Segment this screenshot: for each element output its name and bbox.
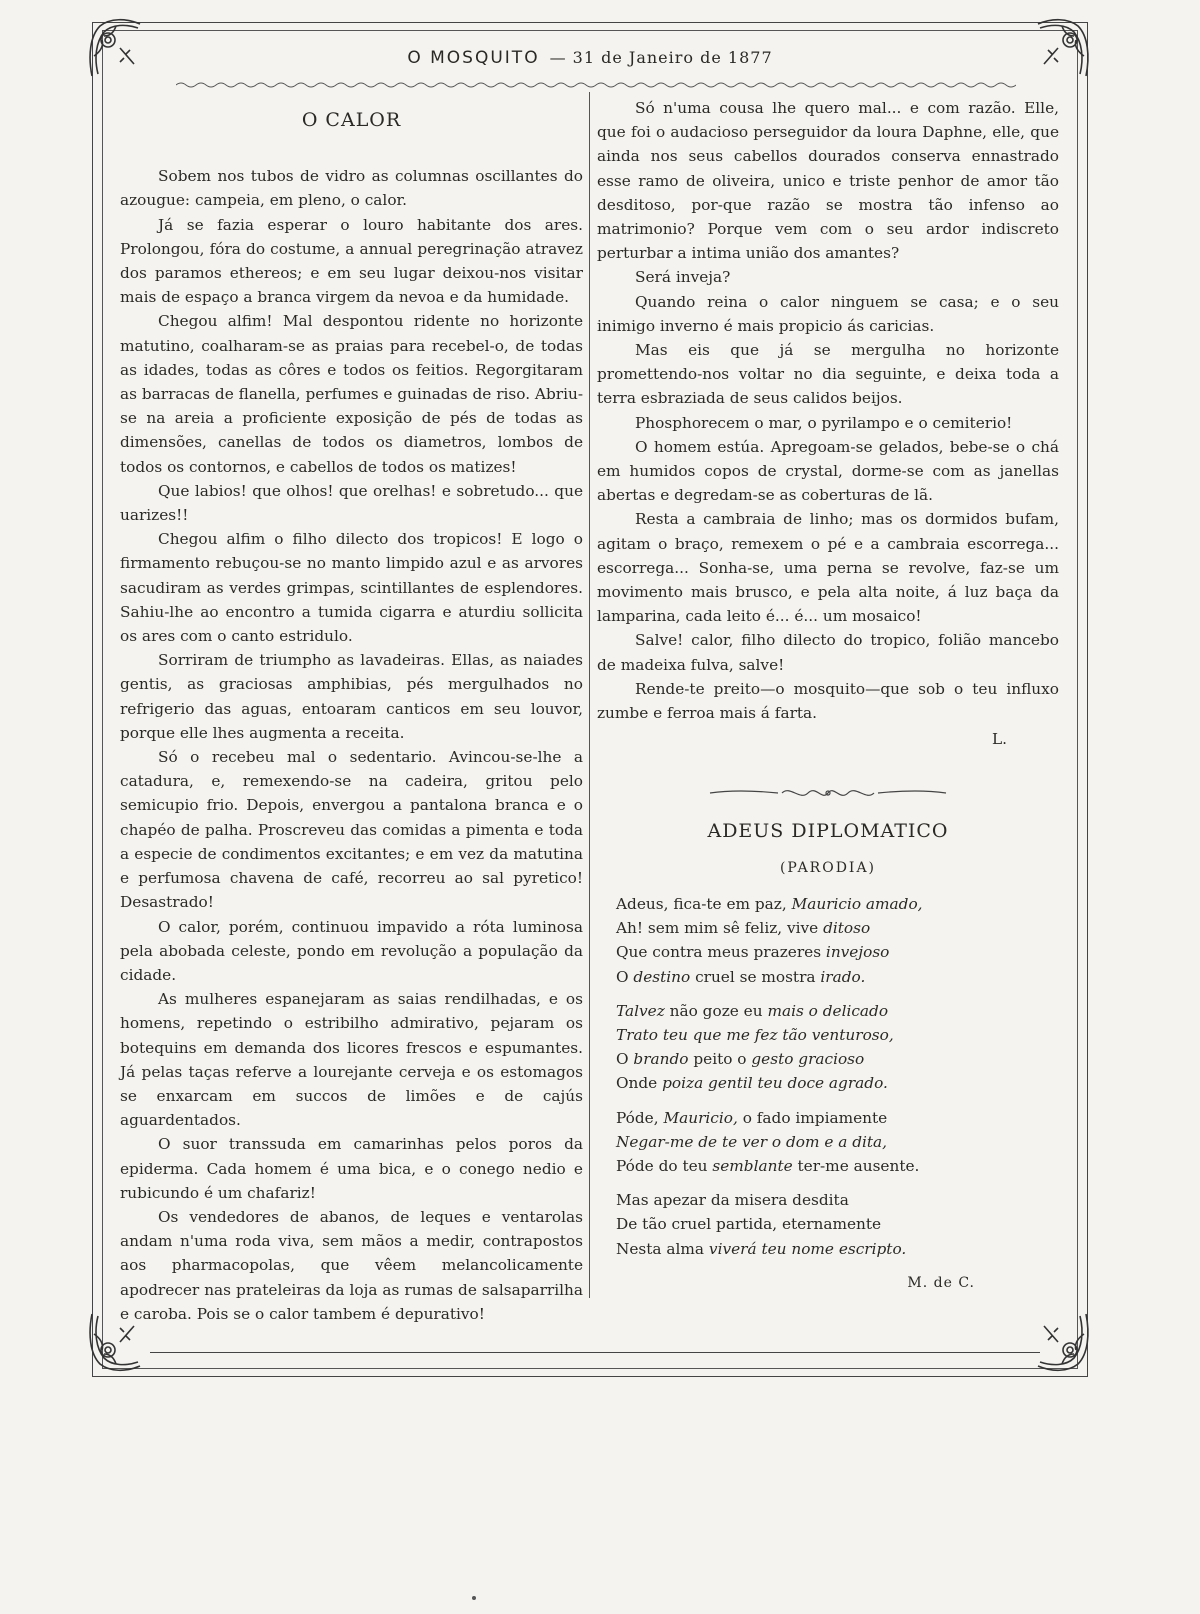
paragraph: Sorriram de triumpho as lavadeiras. Ellas, as naiades gentis, as graciosas amphibias, pés mergulhados no refrigerio das aguas, entoaram canticos em seu louvor, porque elle lhes augmenta a receita. [120, 651, 583, 742]
paragraph: O calor, porém, continuou impavido a róta luminosa pela abobada celeste, pondo em revolução a população da cidade. [120, 917, 583, 984]
article-title: O CALOR [301, 109, 402, 131]
section-divider-icon [597, 785, 1059, 803]
paragraph: Chegou alfim o filho dilecto dos tropicos! E logo o firmamento rebuçou-se no manto limpido azul e as arvores sacudiram as verdes grimpas, scintillantes de esplendores. Sahiu-lhe ao encontro a tumida cigarra e aturdiu sollicita os ares com o canto estridulo. [120, 530, 583, 646]
poem-line: Póde, Mauricio, o fado impiamente [616, 1108, 888, 1127]
article-signature: L. [991, 730, 1007, 749]
masthead [170, 48, 1010, 76]
poem-line: Trato teu que me fez tão venturoso, [616, 1025, 894, 1044]
poem-stanza [616, 999, 1059, 1096]
paragraph: Chegou alfim! Mal despontou ridente no horizonte matutino, coalharam-se as praias para recebel-o, de todas as idades, todas as côres e todos os feitios. Regorgitaram as barracas de flanella, perfumes e guinadas de riso. Abriu-se na areia a proficiente exposição de pés de todas as dimensões, canellas de todos os diametros, lombos de todos os contornos, e cabellos de todos os matizes! [120, 312, 583, 476]
paragraph: Os vendedores de abanos, de leques e ventarolas andam n'uma roda viva, sem mãos a medir, contrapostos aos pharmacopolas, que vêem melancolicamente apodrecer nas prateleiras da loja as rumas de salsaparrilha e caroba. Pois se o calor tambem é depurativo! [120, 1207, 583, 1323]
poem-line: Negar-me de te ver o dom e a dita, [616, 1132, 888, 1151]
corner-ornament-icon [1034, 16, 1092, 84]
poem-line: Nesta alma viverá teu nome escripto. [616, 1239, 907, 1258]
corner-ornament-icon [86, 16, 144, 84]
poem-subtitle: (PARODIA) [779, 859, 877, 876]
column-divider [589, 92, 590, 1298]
paragraph: Quando reina o calor ninguem se casa; e o seu inimigo inverno é mais propicio ás caricias. [597, 292, 1059, 335]
wavy-rule-icon [176, 80, 1016, 90]
publication-title: O MOSQUITO [407, 48, 540, 68]
poem-stanza [616, 892, 1059, 989]
paragraph: Que labios! que olhos! que orelhas! e sobretudo... que uarizes!! [120, 481, 583, 525]
left-column [120, 104, 583, 1326]
poem-line: Mas apezar da misera desdita [616, 1191, 849, 1210]
corner-ornament-icon [1034, 1306, 1092, 1374]
paragraph: O homem estúa. Apregoam-se gelados, bebe-se o chá em humidos copos de crystal, dorme-se com as janellas abertas e degredam-se as coberturas de lã. [597, 437, 1059, 505]
paragraph: Só n'uma cousa lhe quero mal... e com razão. Elle, que foi o audacioso perseguidor da loura Daphne, elle, que ainda nos seus cabellos dourados conserva ennastrado esse ramo de oliveira, unico e triste penhor de amor tão desditoso, por-que razão se mostra tão infenso ao matrimonio? Porque vem com o seu ardor indiscreto perturbar a intima união dos amantes? [597, 99, 1059, 263]
paragraph: Resta a cambraia de linho; mas os dormidos bufam, agitam o braço, remexem o pé e a cambraia escorrega... escorrega... Sonha-se, uma perna se revolve, faz-se um movimento mais brusco, e pela alta noite, á luz baça da lamparina, cada leito é... é... um mosaico! [597, 510, 1059, 626]
poem-line: O destino cruel se mostra irado. [616, 967, 866, 986]
paragraph: Rende-te preito—o mosquito—que sob o teu influxo zumbe e ferroa mais á farta. [597, 679, 1059, 723]
ink-speck [472, 1596, 476, 1600]
poem-line: O brando peito o gesto gracioso [616, 1050, 865, 1069]
poem-line: Adeus, fica-te em paz, Mauricio amado, [616, 894, 923, 913]
poem-line: Ah! sem mim sê feliz, vive ditoso [616, 919, 871, 938]
paragraph: Já se fazia esperar o louro habitante dos ares. Prolongou, fóra do costume, a annual peregrinação atravez dos paramos ethereos; e em seu lugar deixou-nos visitar mais de espaço a branca virgem da nevoa e da humidade. [120, 215, 583, 307]
paragraph: Mas eis que já se mergulha no horizonte promettendo-nos voltar no dia seguinte, e deixa toda a terra esbraziada de seus calidos beijos. [597, 341, 1059, 408]
right-column [597, 96, 1059, 1295]
poem-title: ADEUS DIPLOMATICO [707, 820, 949, 843]
paragraph: Salve! calor, filho dilecto do tropico, folião mancebo de madeixa fulva, salve! [597, 631, 1059, 674]
paragraph: As mulheres espanejaram as saias rendilhadas, e os homens, repetindo o estribilho admirativo, pejaram os botequins em demanda dos licores frescos e espumantes. Já pelas taças referve a lourejante cerveja e os estomagos se enxarcam em succos de limões e de cajús aguardentados. [120, 990, 583, 1130]
poem-line: Que contra meus prazeres invejoso [616, 943, 890, 962]
poem-line: Onde poiza gentil teu doce agrado. [616, 1074, 888, 1093]
poem-stanza [616, 1188, 1059, 1261]
poem-body [597, 892, 1059, 1261]
paragraph: Só o recebeu mal o sedentario. Avincou-se-lhe a catadura, e, remexendo-se na cadeira, gritou pelo semicupio frio. Depois, envergou a pantalona branca e o chapéo de palha. Proscreveu das comidas a pimenta e toda a especie de condimentos excitantes; e em vez da matutina e perfumosa chavena de café, recorreu ao sal pyretico! Desastrado! [120, 748, 583, 912]
poem-line: Póde do teu semblante ter-me ausente. [616, 1156, 920, 1175]
paragraph: Será inveja? [635, 268, 731, 287]
issue-date: — 31 de Janeiro de 1877 [549, 48, 773, 67]
poem-stanza [616, 1106, 1059, 1179]
paragraph: Sobem nos tubos de vidro as columnas oscillantes do azougue: campeia, em pleno, o calor. [120, 167, 583, 210]
poem-line: Talvez não goze eu mais o delicado [616, 1001, 889, 1020]
paragraph: O suor transsuda em camarinhas pelos poros da epiderma. Cada homem é uma bica, e o conego nedio e rubicundo é um chafariz! [120, 1135, 583, 1202]
bottom-rule [150, 1352, 1040, 1353]
poem-line: De tão cruel partida, eternamente [616, 1215, 882, 1234]
paragraph: Phosphorecem o mar, o pyrilampo e o cemiterio! [635, 413, 1013, 432]
poem-signature: M. de C. [907, 1274, 975, 1291]
